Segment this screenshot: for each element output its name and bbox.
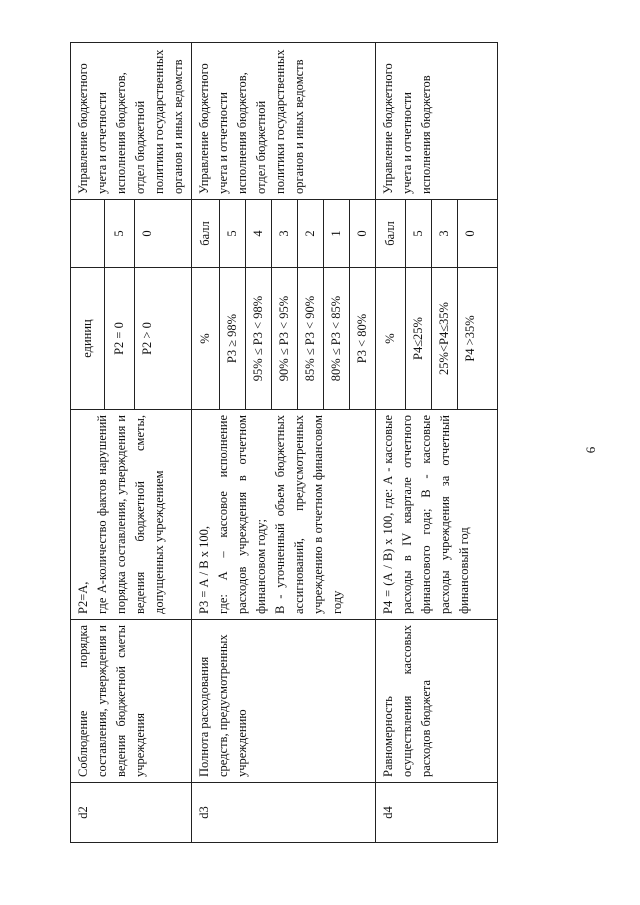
scale-value: 95% ≤ Р3 < 98% [246,268,272,410]
row-code: d3 [192,783,376,843]
scale-value: Р4 >35% [458,268,498,410]
scale-points: 5 [406,200,432,268]
scale-value: 90% ≤ Р3 < 95% [272,268,298,410]
scale-points: 4 [246,200,272,268]
table-row-d4 [376,43,406,843]
table-row-d2 [71,43,105,843]
row-code: d4 [376,783,498,843]
scale-points: 0 [458,200,498,268]
scale-value: Р2 > 0 [134,268,191,410]
scale-points: 3 [432,200,458,268]
unit-cell: % [192,268,220,410]
scale-points: 0 [350,200,376,268]
unit-cell: % [376,268,406,410]
criterion-text: Полнота расходования средств, предусмотренных учреждению [192,620,376,783]
scale-value: 25%<Р4≤35% [432,268,458,410]
formula-text: Р4 = (А / В) х 100, где: А - кассовые расходы в IV квартале отчетного финансового года; В - кассовые расходы учреждения за отчетный финансовый год [376,410,498,620]
formula-text: Р3 = А / В х 100, где: А – кассовое исполнение расходов учреждения в отчетном финансовом году; В - уточненный объем бюджетных ассигнований, предусмотренных учреждению в отчетном финансовом году [192,410,376,620]
unit-cell: единиц [71,268,105,410]
scale-value: 80% ≤ Р3 < 85% [324,268,350,410]
scale-points: 2 [298,200,324,268]
scale-points: 1 [324,200,350,268]
formula-text: Р2=А, где А-количество фактов нарушений порядка составления, утверждения и ведения бюджетной сметы, допущенных учреждением [71,410,192,620]
points-label-cell [71,200,105,268]
criterion-text: Соблюдение порядка составления, утверждения и ведения бюджетной сметы учреждения [71,620,192,783]
responsible-text: Управление бюджетного учета и отчетности исполнения бюджетов, отдел бюджетной политики государственных органов и иных ведомств [192,43,376,200]
points-label-cell: балл [192,200,220,268]
scale-value: 85% ≤ Р3 < 90% [298,268,324,410]
responsible-text: Управление бюджетного учета и отчетности исполнения бюджетов [376,43,498,200]
page-number: 6 [583,446,598,454]
scale-points: 0 [134,200,191,268]
scale-points: 3 [272,200,298,268]
scale-value: Р3 ≥ 98% [220,268,246,410]
scale-points: 5 [105,200,135,268]
scale-value: Р2 = 0 [105,268,135,410]
criteria-table [70,42,498,843]
rotated-table-wrapper [70,43,477,843]
row-code: d2 [71,783,192,843]
scale-value: Р4≤25% [406,268,432,410]
criterion-text: Равномерность осуществления кассовых расходов бюджета [376,620,498,783]
points-label-cell: балл [376,200,406,268]
scale-value: Р3 < 80% [350,268,376,410]
scale-points: 5 [220,200,246,268]
responsible-text: Управление бюджетного учета и отчетности исполнения бюджетов, отдел бюджетной политики государственных органов и иных ведомств [71,43,192,200]
table-row-d3 [192,43,220,843]
